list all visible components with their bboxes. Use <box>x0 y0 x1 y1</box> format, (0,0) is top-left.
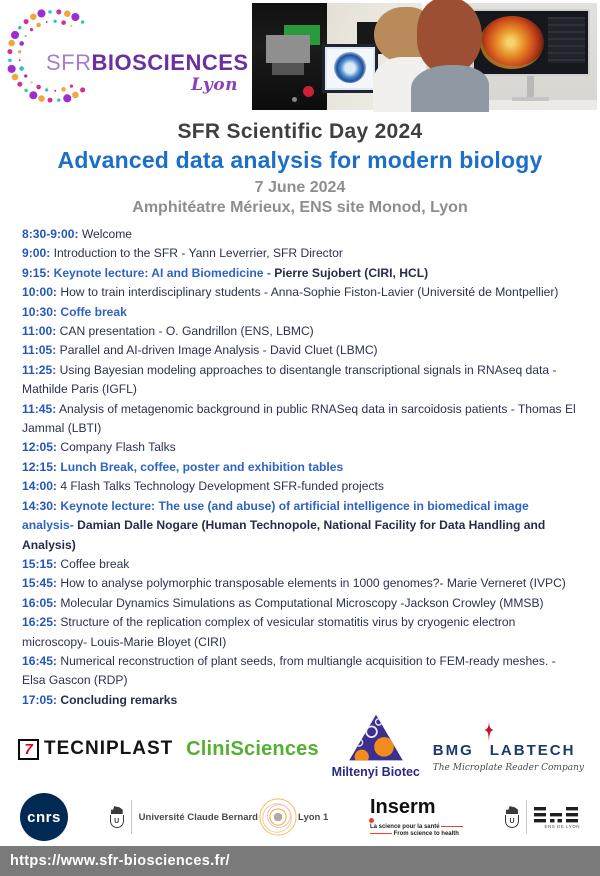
person-hair-shape <box>417 0 482 74</box>
schedule-time: 9:00: <box>22 246 51 261</box>
blue-sample-shape <box>334 52 366 83</box>
logo-sfr-text: SFR <box>46 50 92 75</box>
footer-bar <box>0 846 600 876</box>
schedule-highlight: Coffe break <box>56 304 127 319</box>
inserm-taglines <box>370 824 463 838</box>
schedule-text: How to train interdisciplinary students - Anna-Sophie Fiston-Lavier (Université de Montpellier) <box>56 285 559 300</box>
schedule-highlight: Keynote lecture: AI and Biomedicine - <box>50 265 275 280</box>
miltenyi-name: Miltenyi Biotec <box>331 765 420 780</box>
schedule-item <box>22 303 582 322</box>
schedule-item <box>22 652 582 691</box>
header <box>0 0 600 113</box>
schedule-text: Analysis of metagenomic background in public RNASeq data in sarcoidosis patients - Thomas El Jammal (LBTI) <box>22 401 576 436</box>
schedule-time: 8:30-9:00: <box>22 227 79 241</box>
ens-wordmark <box>534 806 580 829</box>
tecniplast-name: TECNIPLAST <box>44 738 174 760</box>
schedule-time: 10:30: <box>22 304 57 319</box>
schedule-time: 10:00: <box>22 285 57 300</box>
ens-de-lyon-logo <box>505 800 580 834</box>
inserm-tagline-fr: La science pour la santé <box>369 823 440 830</box>
inserm-tagline-en: From science to health <box>393 830 459 837</box>
schedule-item <box>22 322 582 341</box>
divider <box>526 800 527 834</box>
schedule-time: 11:05: <box>22 343 57 358</box>
schedule-speaker: Damian Dalle Nogare (Human Technopole, National Facility for Data Handling and Analysis) <box>22 518 546 552</box>
bmg-wordmark <box>433 742 576 759</box>
divider <box>131 800 132 834</box>
tecniplast-icon <box>18 739 39 760</box>
schedule-item <box>22 283 582 302</box>
red-line <box>370 833 392 834</box>
analysis-screen-photo <box>426 3 597 110</box>
lab-microscope-photo <box>252 3 422 110</box>
schedule-highlight: Lunch Break, coffee, poster and exhibition tables <box>56 459 344 474</box>
inserm-text: Inserm <box>369 795 436 818</box>
schedule-item <box>22 264 582 283</box>
monitor-stand-shape <box>527 76 534 100</box>
schedule-item <box>22 400 582 439</box>
labtech-text: LABTECH <box>489 741 576 759</box>
institution-logos <box>0 788 600 846</box>
shield-icon: U <box>505 815 519 828</box>
ucbl-lyon1-logo <box>110 797 329 837</box>
schedule-time: 16:05: <box>22 595 57 610</box>
schedule-text: CAN presentation - O. Gandrillon (ENS, LBMC) <box>56 324 314 339</box>
schedule-item <box>22 497 582 555</box>
logo-wordmark <box>46 50 249 95</box>
schedule-item <box>22 438 582 457</box>
lion-icon <box>111 806 123 814</box>
schedule-item <box>22 574 582 593</box>
schedule-text: Welcome <box>78 227 133 241</box>
schedule-text: Company Flash Talks <box>56 440 176 455</box>
fluorescent-sample-shape <box>480 16 544 70</box>
ens-sub-text: ENS DE LYON <box>544 823 580 829</box>
schedule-item <box>22 341 582 360</box>
schedule-time: 15:15: <box>22 556 57 571</box>
schedule-text: 4 Flash Talks Technology Development SFR-funded projects <box>56 479 384 494</box>
bmg-star-icon <box>481 720 497 744</box>
schedule-item <box>22 594 582 613</box>
schedule-item <box>22 458 582 477</box>
schedule-item <box>22 691 582 710</box>
schedule-speaker: Pierre Sujobert (CIRI, HCL) <box>274 265 429 280</box>
machine-detail-shape <box>266 35 310 63</box>
schedule-time: 14:00: <box>22 479 57 494</box>
shield-icon: U <box>110 815 124 828</box>
schedule-time: 15:45: <box>22 576 57 591</box>
schedule-list <box>0 220 600 710</box>
schedule-highlight: Keynote lecture: The use (and abuse) of artificial intelligence in biomedical image analysis- <box>22 498 529 533</box>
logo-biosciences-text: BIOSCIENCES <box>91 50 249 75</box>
software-panel-shape <box>548 17 584 63</box>
title-block <box>0 113 600 220</box>
schedule-text: Numerical reconstruction of plant seeds, from multiangle acquisition to FEM-ready meshes. - Elsa Gascon (RDP) <box>22 653 556 688</box>
monitor-base-shape <box>512 97 550 101</box>
schedule-item <box>22 477 582 496</box>
schedule-speaker: Concluding remarks <box>56 692 178 707</box>
schedule-time: 12:15: <box>22 459 57 474</box>
schedule-text: Using Bayesian modeling approaches to disentangle transcriptional signals in RNAseq data - Mathilde Paris (IGFL) <box>22 362 557 397</box>
schedule-time: 11:45: <box>22 401 57 416</box>
sfr-biosciences-logo <box>0 0 250 113</box>
schedule-time: 14:30: <box>22 498 57 513</box>
schedule-text: Parallel and AI-driven Image Analysis - David Cluet (LBMC) <box>56 343 378 358</box>
inserm-logo <box>370 797 463 838</box>
university-crest-icon <box>110 806 124 828</box>
schedule-item <box>22 555 582 574</box>
red-line <box>441 826 463 827</box>
clinisciences-logo: CliniSciences <box>186 737 319 760</box>
person-shoulder-shape <box>411 65 490 112</box>
schedule-item <box>22 361 582 400</box>
university-crest-icon <box>505 806 519 828</box>
ucbl-campus: Lyon 1 <box>298 811 329 823</box>
event-title: SFR Scientific Day 2024 <box>177 120 423 143</box>
cnrs-logo: cnrs <box>20 793 68 841</box>
schedule-text: Molecular Dynamics Simulations as Computational Microscopy -Jackson Crowley (MMSB) <box>56 595 544 610</box>
schedule-item <box>22 613 582 652</box>
schedule-time: 16:25: <box>22 615 57 630</box>
schedule-time: 11:00: <box>22 324 57 339</box>
inserm-name <box>370 797 436 817</box>
schedule-time: 17:05: <box>22 692 57 707</box>
inserm-red-dot-icon <box>369 818 374 823</box>
ucbl-rings-icon <box>258 797 298 837</box>
monitor-shape <box>472 9 590 75</box>
schedule-text: Structure of the replication complex of vesicular stomatitis virus by cryogenic electron microscopy- Louis-Marie Bloyet (CIRI) <box>22 615 516 649</box>
schedule-time: 12:05: <box>22 440 57 455</box>
miltenyi-triangle-icon <box>347 713 405 763</box>
schedule-text: Introduction to the SFR - Yann Leverrier, SFR Director <box>50 246 343 261</box>
bmg-tagline: The Microplate Reader Company <box>432 762 584 773</box>
event-date: 7 June 2024 <box>254 179 346 196</box>
lion-icon <box>506 806 518 814</box>
schedule-time: 11:25: <box>22 362 57 377</box>
miltenyi-biotec-logo <box>332 713 420 779</box>
bmg-labtech-logo <box>433 726 584 773</box>
event-subtitle: Advanced data analysis for modern biology <box>57 147 543 173</box>
ucbl-name: Université Claude Bernard <box>138 811 258 823</box>
website-url: https://www.sfr-biosciences.fr/ <box>10 853 230 870</box>
tecniplast-icon-glyph: 7 <box>24 740 33 758</box>
logo-lyon-script: Lyon <box>191 75 238 95</box>
sponsor-logos <box>0 710 600 788</box>
schedule-text: How to analyse polymorphic transposable elements in 1000 genomes?- Marie Verneret (IVPC) <box>56 576 566 591</box>
schedule-item <box>22 244 582 263</box>
monitor-shape <box>322 44 378 93</box>
schedule-text: Coffee break <box>56 556 130 571</box>
schedule-item <box>22 225 582 244</box>
tecniplast-logo <box>18 738 173 760</box>
schedule-time: 16:45: <box>22 653 57 668</box>
schedule-time: 9:15: <box>22 265 51 280</box>
event-venue: Amphitéatre Mérieux, ENS site Monod, Lyon <box>132 199 468 216</box>
bmg-text: BMG <box>432 741 474 759</box>
